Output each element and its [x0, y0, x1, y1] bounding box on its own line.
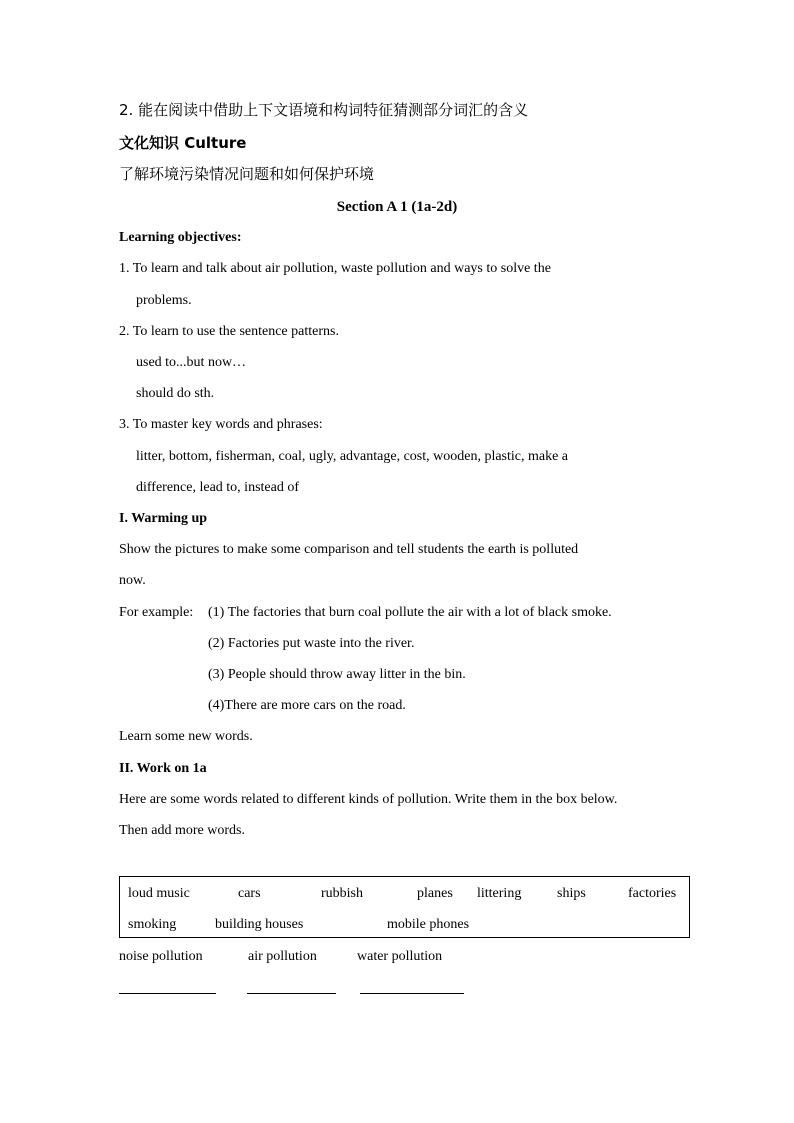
word-mobile-phones: mobile phones: [387, 917, 470, 932]
word-factories: factories: [628, 886, 677, 901]
objective-1-line-1: 1. To learn and talk about air pollution, waste pollution and ways to solve the: [119, 261, 551, 276]
word-rubbish: rubbish: [321, 886, 363, 901]
word-littering: littering: [477, 886, 522, 901]
category-noise-pollution: noise pollution: [119, 949, 203, 964]
answer-blank-water[interactable]: [360, 993, 464, 994]
objective-3-words-2: difference, lead to, instead of: [136, 480, 300, 495]
example-label: For example:: [119, 605, 194, 620]
work-on-1a-line-1: Here are some words related to different kinds of pollution. Write them in the box below.: [119, 792, 618, 807]
word-building-houses: building houses: [215, 917, 304, 932]
word-loud-music: loud music: [128, 886, 190, 901]
answer-blank-noise[interactable]: [119, 993, 216, 994]
objective-1-line-2: problems.: [136, 293, 192, 308]
objective-2-line-1: 2. To learn to use the sentence patterns.: [119, 324, 339, 339]
warming-up-heading: I. Warming up: [119, 511, 208, 526]
work-on-1a-line-2: Then add more words.: [119, 823, 245, 838]
objective-2-pattern-1: used to...but now…: [136, 355, 247, 370]
word-planes: planes: [417, 886, 453, 901]
word-smoking: smoking: [128, 917, 177, 932]
example-1: (1) The factories that burn coal pollute the air with a lot of black smoke.: [208, 605, 612, 620]
example-4: (4)There are more cars on the road.: [208, 698, 406, 713]
category-water-pollution: water pollution: [357, 949, 443, 964]
warming-up-line-1: Show the pictures to make some comparison and tell students the earth is polluted: [119, 542, 579, 557]
learn-new-words: Learn some new words.: [119, 729, 253, 744]
word-ships: ships: [557, 886, 586, 901]
learning-objectives-heading: Learning objectives:: [119, 230, 242, 245]
objective-3-line-1: 3. To master key words and phrases:: [119, 417, 323, 432]
example-3: (3) People should throw away litter in the bin.: [208, 667, 466, 682]
word-cars: cars: [238, 886, 261, 901]
section-title: Section A 1 (1a-2d): [336, 199, 458, 215]
objective-3-words-1: litter, bottom, fisherman, coal, ugly, advantage, cost, wooden, plastic, make a: [136, 449, 569, 464]
culture-text: 了解环境污染情况问题和如何保护环境: [119, 165, 375, 183]
category-air-pollution: air pollution: [248, 949, 317, 964]
culture-heading: 文化知识 Culture: [119, 134, 247, 152]
example-2: (2) Factories put waste into the river.: [208, 636, 415, 651]
objective-item-2-cn: 2. 能在阅读中借助上下文语境和构词特征猜测部分词汇的含义: [119, 101, 529, 119]
work-on-1a-heading: II. Work on 1a: [119, 761, 207, 776]
answer-blank-air[interactable]: [247, 993, 336, 994]
objective-2-pattern-2: should do sth.: [136, 386, 215, 401]
word-box: [119, 876, 690, 938]
warming-up-line-2: now.: [119, 573, 146, 588]
